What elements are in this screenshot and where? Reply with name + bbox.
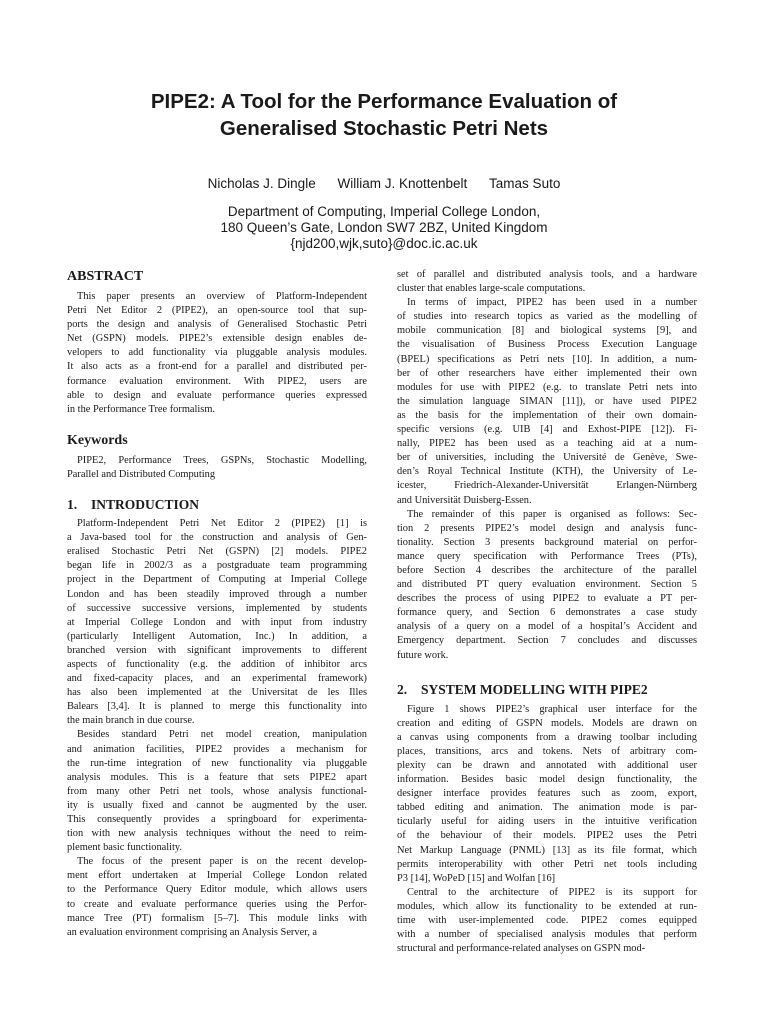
text-line: branched version with significant improvements to different xyxy=(67,644,367,656)
text-line: before Section 4 describes the architecture of the parallel xyxy=(397,564,697,576)
text-line: and distributed PT query evaluation environment. Section 5 xyxy=(397,579,697,591)
text-line: ment effort undertaken at Imperial College London related xyxy=(67,870,367,882)
text-line: places, transitions, arcs and tokens. Nets of arbitrary com- xyxy=(397,745,697,757)
section-title: SYSTEM MODELLING WITH PIPE2 xyxy=(421,681,648,697)
text-line: as the basis for the implementation of their own domain- xyxy=(397,409,697,421)
text-line: permits interoperability with other Petri net tools including xyxy=(397,858,697,870)
text-line: with a number of specialised analysis modules that perform xyxy=(397,929,697,941)
title-line-1: PIPE2: A Tool for the Performance Evaluation of xyxy=(150,90,618,113)
text-line: ticularly useful for aiding users in the intuitive verification xyxy=(397,816,697,828)
abstract-heading: ABSTRACT xyxy=(67,269,144,284)
text-line: tion 2 presents PIPE2’s model design and analysis func- xyxy=(397,522,697,534)
affiliation xyxy=(0,204,768,252)
text-line: nally, PIPE2 has been used as a teaching aid at a num- xyxy=(397,438,697,450)
text-line: ports the design and analysis of Generalised Stochastic Petri xyxy=(67,319,367,331)
text-line: mance Tree (PT) formalism [5–7]. This module links with xyxy=(67,912,367,924)
text-line: the run-time integration of new functionality via pluggable xyxy=(67,757,367,769)
text-line: The focus of the present paper is on the recent develop- xyxy=(77,856,367,868)
section-2-heading xyxy=(397,681,697,699)
section-number: 2. xyxy=(397,681,408,697)
text-line: In terms of impact, PIPE2 has been used in a number xyxy=(407,297,697,309)
text-line: eralised Stochastic Petri Net (GSPN) [2] models. PIPE2 xyxy=(67,546,367,558)
text-line: velopers to add functionality via pluggable analysis modules. xyxy=(67,347,367,359)
text-line: began life in 2002/3 as a postgraduate team programming xyxy=(67,560,367,572)
section-number: 1. xyxy=(67,497,78,513)
text-line: the main branch in due course. xyxy=(67,715,195,727)
text-line: plexity can be drawn and annotated with additional user xyxy=(397,760,697,771)
text-line: Net (GSPN) models. PIPE2’s extensible design enables de- xyxy=(67,333,367,345)
section-2-paragraph xyxy=(397,886,697,956)
author-name: William J. Knottenbelt xyxy=(337,176,468,191)
affiliation-email: {njd200,wjk,suto}@doc.ic.ac.uk xyxy=(290,236,478,251)
text-line: has also been implemented at the Universitat de les Illes xyxy=(67,687,367,699)
text-line: P3 [14], WoPeD [15] and Wolfan [16] xyxy=(397,872,556,884)
text-line: Besides standard Petri net model creation, manipulation xyxy=(77,729,367,741)
text-line: analysis of a query on a model of a hospital’s Accident and xyxy=(397,621,697,633)
text-line: tabbed editing and animation. The animation mode is par- xyxy=(397,802,697,814)
text-line: a Java-based tool for the construction and analysis of Gen- xyxy=(67,532,367,544)
text-line: ber of other researchers have either implemented their own xyxy=(397,367,697,379)
text-line: time with user-implemented code. PIPE2 comes equipped xyxy=(397,915,697,927)
text-line: PIPE2, Performance Trees, GSPNs, Stochastic Modelling, xyxy=(77,454,367,466)
text-line: in the Performance Tree formalism. xyxy=(67,403,216,415)
intro-paragraph xyxy=(67,517,367,728)
section-2-paragraph xyxy=(397,703,697,886)
text-line: Figure 1 shows PIPE2’s graphical user interface for the xyxy=(407,703,697,715)
left-column xyxy=(67,268,367,940)
text-line: a canvas using components from a drawing toolbar including xyxy=(397,731,697,743)
text-line: (BPEL) specifications as Petri nets [10]. In addition, a num- xyxy=(397,353,697,365)
text-line: set of parallel and distributed analysis tools, and a hardware xyxy=(397,269,697,280)
intro-paragraph xyxy=(397,296,697,507)
keywords-body xyxy=(67,454,367,482)
text-line: of studies into research topics as varied as the modelling of xyxy=(397,311,697,323)
text-line: This paper presents an overview of Platform-Independent xyxy=(77,291,367,302)
text-line: structural and performance-related analyses on GSPN mod- xyxy=(397,943,646,955)
text-line: Net Markup Language (PNML) [13] as its file format, which xyxy=(397,844,697,856)
text-line: modules for use with PIPE2 (e.g. to translate Petri nets into xyxy=(397,381,697,393)
text-line: cluster that enables large-scale computations. xyxy=(397,283,586,295)
text-line: specific versions (e.g. UIB [4] and Exhost-PIPE [12]). Fi- xyxy=(397,424,697,436)
text-line: modules, which allow its functionality to be extended at run- xyxy=(397,900,697,912)
text-line: mance query specification with Performance Trees (PTs), xyxy=(397,550,697,562)
text-line: to the Performance Query Editor module, which allows users xyxy=(67,884,367,896)
text-line: ity is usually fixed and cannot be augmented by the user. xyxy=(67,799,367,811)
text-line: of successive successive versions, implemented by students xyxy=(67,602,367,614)
text-line: It also acts as a front-end for a parallel and distributed per- xyxy=(67,361,367,373)
text-line: of the behaviour of their models. PIPE2 uses the Petri xyxy=(397,830,697,842)
text-line: to create and evaluate performance queries using the Perfor- xyxy=(67,898,367,910)
text-line: This consequently provides a springboard for experimenta- xyxy=(67,814,367,825)
text-line: tionality. Section 3 presents background material on perfor- xyxy=(397,536,697,548)
intro-paragraph xyxy=(67,728,367,855)
text-line: (particularly Intelligent Automation, Inc.) In addition, a xyxy=(67,630,367,642)
text-line: ber of universities, including the Université de Genève, Swe- xyxy=(397,452,697,464)
text-line: and animation facilities, PIPE2 provides a mechanism for xyxy=(67,743,367,755)
author-name: Tamas Suto xyxy=(489,176,561,191)
text-line: The remainder of this paper is organised as follows: Sec- xyxy=(407,508,697,520)
text-line: project in the Department of Computing at Imperial College xyxy=(67,574,367,586)
text-line: Emergency department. Section 7 concludes and discusses xyxy=(397,635,697,647)
text-line: the simulation language SIMAN [11]), or have used PIPE2 xyxy=(397,395,697,407)
text-line: aspects of functionality (e.g. the addition of inhibitor arcs xyxy=(67,658,367,670)
text-line: designer interface provides features such as zoom, export, xyxy=(397,788,697,800)
keywords-heading: Keywords xyxy=(67,432,128,448)
text-line: tion with new analysis techniques without the need to reim- xyxy=(67,828,367,840)
intro-paragraph xyxy=(67,855,367,940)
author-list xyxy=(0,176,768,191)
text-line: and Universität Duisberg-Essen. xyxy=(397,494,532,506)
section-title: INTRODUCTION xyxy=(91,497,200,513)
text-line: Balears [3,4]. It is planned to merge this functionality into xyxy=(67,701,367,713)
affiliation-address: 180 Queen’s Gate, London SW7 2BZ, United Kingdom xyxy=(220,220,548,235)
text-line: icester, Friedrich-Alexander-Universität Erlangen-Nürnberg xyxy=(397,480,697,492)
text-line: creation and editing of GSPN models. Models are drawn on xyxy=(397,717,697,729)
abstract-body xyxy=(67,290,367,417)
affiliation-department: Department of Computing, Imperial College London, xyxy=(227,204,541,219)
text-line: den’s Royal Technical Institute (KTH), the University of Le- xyxy=(397,466,697,478)
text-line: Central to the architecture of PIPE2 is its support for xyxy=(407,886,697,898)
text-line: plement basic functionality. xyxy=(67,842,183,854)
right-column xyxy=(397,268,697,956)
text-line: Petri Net Editor 2 (PIPE2), an open-source tool that sup- xyxy=(67,305,367,317)
intro-heading xyxy=(67,496,367,514)
text-line: from many other Petri net tools, whose analysis functional- xyxy=(67,785,367,797)
intro-paragraph xyxy=(397,508,697,663)
text-line: London and has been steadily improved through a number xyxy=(67,588,367,600)
text-line: at Imperial College London and with input from industry xyxy=(67,616,367,628)
text-line: analysis modules. This is a feature that sets PIPE2 apart xyxy=(67,771,367,783)
paper-title xyxy=(0,88,768,142)
text-line: describes the process of using PIPE2 to evaluate a PT per- xyxy=(397,593,697,605)
text-line: formance evaluation environment. With PIPE2, users are xyxy=(67,375,367,387)
text-line: future work. xyxy=(397,649,449,661)
author-name: Nicholas J. Dingle xyxy=(207,176,316,191)
text-line: able to design and evaluate performance queries expressed xyxy=(67,389,367,401)
text-line: and fixed-capacity places, and an experimental framework) xyxy=(67,673,367,685)
text-line: mobile communication [8] and biological systems [9], and xyxy=(397,325,697,337)
text-line: Platform-Independent Petri Net Editor 2 (PIPE2) [1] is xyxy=(77,518,367,530)
text-line: the visualisation of Business Process Execution Language xyxy=(397,339,697,351)
text-line: an evaluation environment comprising an Analysis Server, a xyxy=(67,926,318,938)
title-line-2: Generalised Stochastic Petri Nets xyxy=(219,117,549,140)
text-line: information. Besides basic model design functionality, the xyxy=(397,774,697,786)
text-line: Parallel and Distributed Computing xyxy=(67,468,216,480)
intro-paragraph-continued xyxy=(397,268,697,296)
text-line: formance query, and Section 6 demonstrates a case study xyxy=(397,607,697,619)
